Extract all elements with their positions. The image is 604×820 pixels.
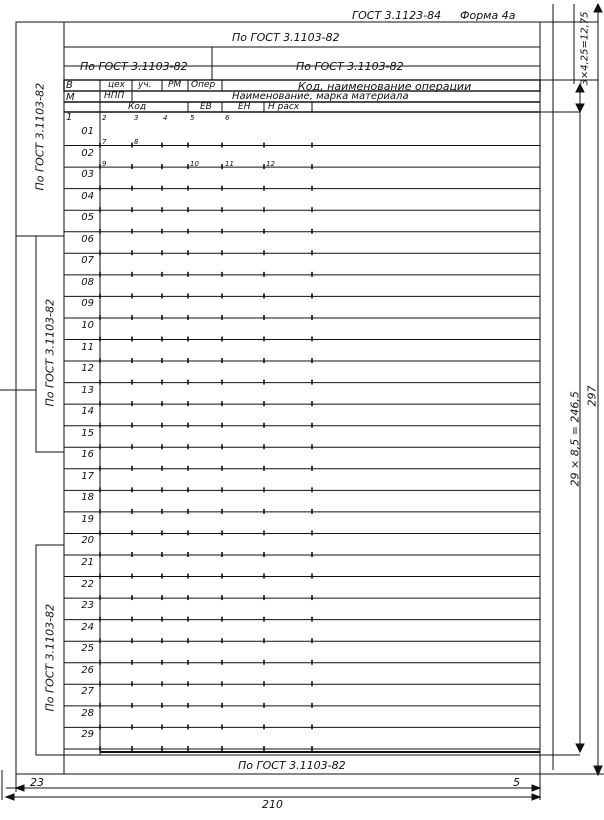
col-oper: Опер xyxy=(191,80,216,90)
row-number: 16 xyxy=(81,449,94,461)
row-number: 04 xyxy=(81,190,94,202)
col-en: ЕН xyxy=(238,102,251,112)
cell-number-7: 7 xyxy=(102,138,107,146)
stamp-top-left: По ГОСТ 3.1103-82 xyxy=(80,60,188,73)
row-mark-1: 1 xyxy=(66,112,73,123)
col-tsekh: цех xyxy=(108,80,125,90)
cell-number-9: 9 xyxy=(102,160,107,168)
row-number: 23 xyxy=(81,600,94,612)
cell-number-8: 8 xyxy=(134,138,139,146)
row-number: 05 xyxy=(81,212,94,224)
col-kod: Код xyxy=(128,102,147,112)
row-number: 07 xyxy=(81,255,94,267)
col-npp: НПП xyxy=(104,91,125,101)
row-mark-m: М xyxy=(66,92,75,103)
cell-number-12: 12 xyxy=(266,160,275,168)
cell-number-6: 6 xyxy=(225,114,230,122)
col-naim-material: Наименование, марка материала xyxy=(232,91,409,102)
col-n-rash: Н расх xyxy=(268,102,300,112)
row-number: 25 xyxy=(81,643,94,655)
col-kod-naim-oper: Код, наименование операции xyxy=(298,80,472,93)
row-number: 10 xyxy=(81,319,94,331)
stamp-top-main: По ГОСТ 3.1103-82 xyxy=(232,31,340,44)
row-number: 20 xyxy=(81,535,94,547)
row-number: 08 xyxy=(81,276,94,288)
cell-number-2: 2 xyxy=(102,114,107,122)
row-number: 06 xyxy=(81,233,94,245)
row-number: 01 xyxy=(81,126,94,137)
dim-height-rows: 29 × 8,5 = 246,5 xyxy=(568,391,582,487)
col-ev: ЕВ xyxy=(200,102,212,112)
row-number: 14 xyxy=(81,406,94,418)
row-number: 03 xyxy=(81,169,94,181)
cell-number-5: 5 xyxy=(190,114,195,122)
row-number: 13 xyxy=(81,384,94,396)
row-mark-b: В xyxy=(66,80,73,91)
row-number: 09 xyxy=(81,298,94,310)
form-number: Форма 4а xyxy=(460,9,516,22)
col-rm: РМ xyxy=(168,80,182,90)
side-stamp-3: По ГОСТ 3.1103-82 xyxy=(43,603,57,712)
row-number: 27 xyxy=(81,686,94,698)
row-number: 12 xyxy=(81,363,94,375)
col-uch: уч. xyxy=(138,80,152,90)
cell-number-11: 11 xyxy=(225,160,234,168)
row-number: 19 xyxy=(81,513,94,525)
row-number: 22 xyxy=(81,578,94,590)
form-gost-number: ГОСТ 3.1123-84 xyxy=(352,9,442,22)
row-number: 28 xyxy=(81,707,94,719)
cell-number-4: 4 xyxy=(163,114,168,122)
side-stamp-2: По ГОСТ 3.1103-82 xyxy=(43,298,57,407)
stamp-top-right: По ГОСТ 3.1103-82 xyxy=(296,60,404,73)
dim-top-right: 3×4,25=12,75 xyxy=(579,11,591,86)
side-stamp-1: По ГОСТ 3.1103-82 xyxy=(33,82,47,191)
row-number: 17 xyxy=(81,470,94,482)
cell-number-3: 3 xyxy=(134,114,139,122)
row-number: 15 xyxy=(81,427,94,439)
row-number: 21 xyxy=(81,557,94,568)
row-number: 26 xyxy=(81,664,94,676)
dim-total-height: 297 xyxy=(585,385,599,407)
cell-number-10: 10 xyxy=(190,160,199,168)
row-number: 24 xyxy=(81,621,94,633)
row-number: 11 xyxy=(81,341,94,353)
row-number: 29 xyxy=(81,729,94,741)
row-number: 18 xyxy=(81,492,94,504)
stamp-bottom: По ГОСТ 3.1103-82 xyxy=(238,759,346,772)
dim-left-margin: 23 xyxy=(30,776,44,789)
dim-right-margin: 5 xyxy=(513,776,520,789)
dim-total-width: 210 xyxy=(262,798,283,811)
row-number: 02 xyxy=(81,147,94,159)
